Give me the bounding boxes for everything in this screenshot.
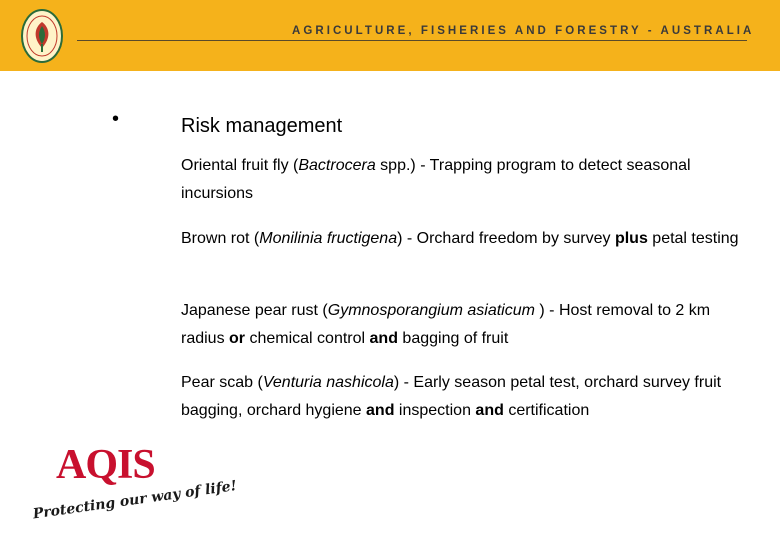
risk-item-fruit-fly: Oriental fruit fly (Bactrocera spp.) - Trapping program to detect seasonal incursions [181, 157, 691, 202]
risk-item-pear-scab: Pear scab (Venturia nashicola) - Early season petal test, orchard survey fruit bagging, orchard hygiene and inspection and certification [181, 374, 722, 419]
svg-text:Protecting our way of life!: Protecting our way of life! [31, 478, 238, 523]
header-title: AGRICULTURE, FISHERIES AND FORESTRY - AUSTRALIA [292, 25, 755, 37]
header-divider [77, 40, 747, 41]
risk-item-pear-rust: Japanese pear rust (Gymnosporangium asiaticum ) - Host removal to 2 km radius or chemical control and bagging of fruit [181, 302, 711, 347]
dept-crest-logo [20, 8, 64, 64]
bullet-point: • [112, 108, 120, 130]
slide-heading: Risk management [181, 115, 343, 137]
svg-text:AQIS: AQIS [56, 442, 155, 488]
risk-item-brown-rot: Brown rot (Monilinia fructigena) - Orchard freedom by survey plus petal testing [181, 230, 739, 247]
aqis-logo [28, 440, 238, 523]
